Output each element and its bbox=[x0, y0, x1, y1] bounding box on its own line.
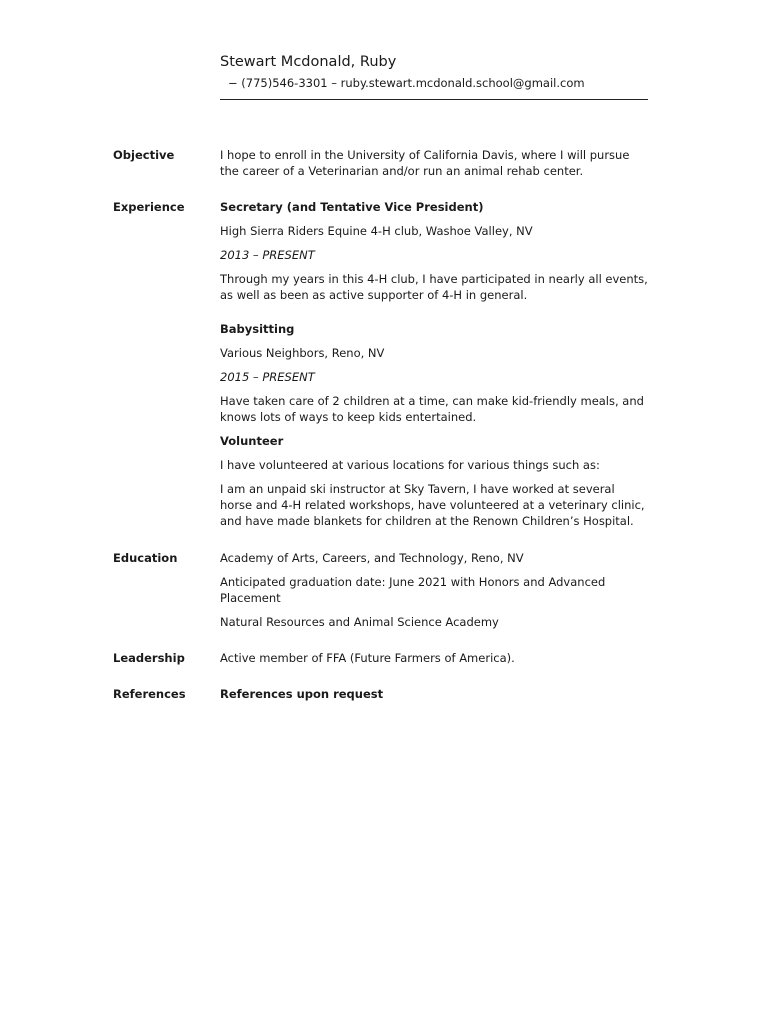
graduation-date: Anticipated graduation date: June 2021 with Honors and Advanced Placement bbox=[220, 575, 606, 605]
job-organization: Various Neighbors, Reno, NV bbox=[220, 346, 385, 360]
section-label-references: References bbox=[113, 687, 186, 701]
job-organization: High Sierra Riders Equine 4-H club, Washoe Valley, NV bbox=[220, 224, 533, 238]
references-text: References upon request bbox=[220, 687, 384, 701]
section-label-experience: Experience bbox=[113, 200, 185, 214]
academy-name: Natural Resources and Animal Science Academy bbox=[220, 615, 499, 629]
job-description: Through my years in this 4-H club, I have participated in nearly all events, as well as been as active supporter of 4-H in general. bbox=[220, 272, 648, 302]
objective-text: I hope to enroll in the University of California Davis, where I will pursue the career of a Veterinarian and/or run an animal rehab center. bbox=[220, 148, 630, 178]
job-description: Have taken care of 2 children at a time, can make kid-friendly meals, and knows lots of ways to keep kids entertained. bbox=[220, 394, 644, 424]
volunteer-title: Volunteer bbox=[220, 434, 284, 448]
volunteer-description: I am an unpaid ski instructor at Sky Tavern, I have worked at several horse and 4-H related workshops, have volunteered at a veterinary clinic, and have made blankets for children at the Renown Children’s Hospital. bbox=[220, 482, 645, 528]
header-divider bbox=[220, 99, 648, 100]
job-title: Babysitting bbox=[220, 322, 295, 336]
job-title: Secretary (and Tentative Vice President) bbox=[220, 200, 484, 214]
applicant-name: Stewart Mcdonald, Ruby bbox=[220, 54, 397, 70]
school-name: Academy of Arts, Careers, and Technology, Reno, NV bbox=[220, 551, 524, 565]
leadership-text: Active member of FFA (Future Farmers of America). bbox=[220, 651, 515, 665]
section-label-education: Education bbox=[113, 551, 178, 565]
volunteer-intro: I have volunteered at various locations for various things such as: bbox=[220, 458, 600, 472]
job-dates: 2013 – PRESENT bbox=[220, 248, 315, 262]
contact-info: − (775)546-3301 – ruby.stewart.mcdonald.school@gmail.com bbox=[228, 76, 585, 90]
section-label-objective: Objective bbox=[113, 148, 175, 162]
resume-header bbox=[220, 52, 648, 91]
section-label-leadership: Leadership bbox=[113, 651, 185, 665]
job-dates: 2015 – PRESENT bbox=[220, 370, 315, 384]
